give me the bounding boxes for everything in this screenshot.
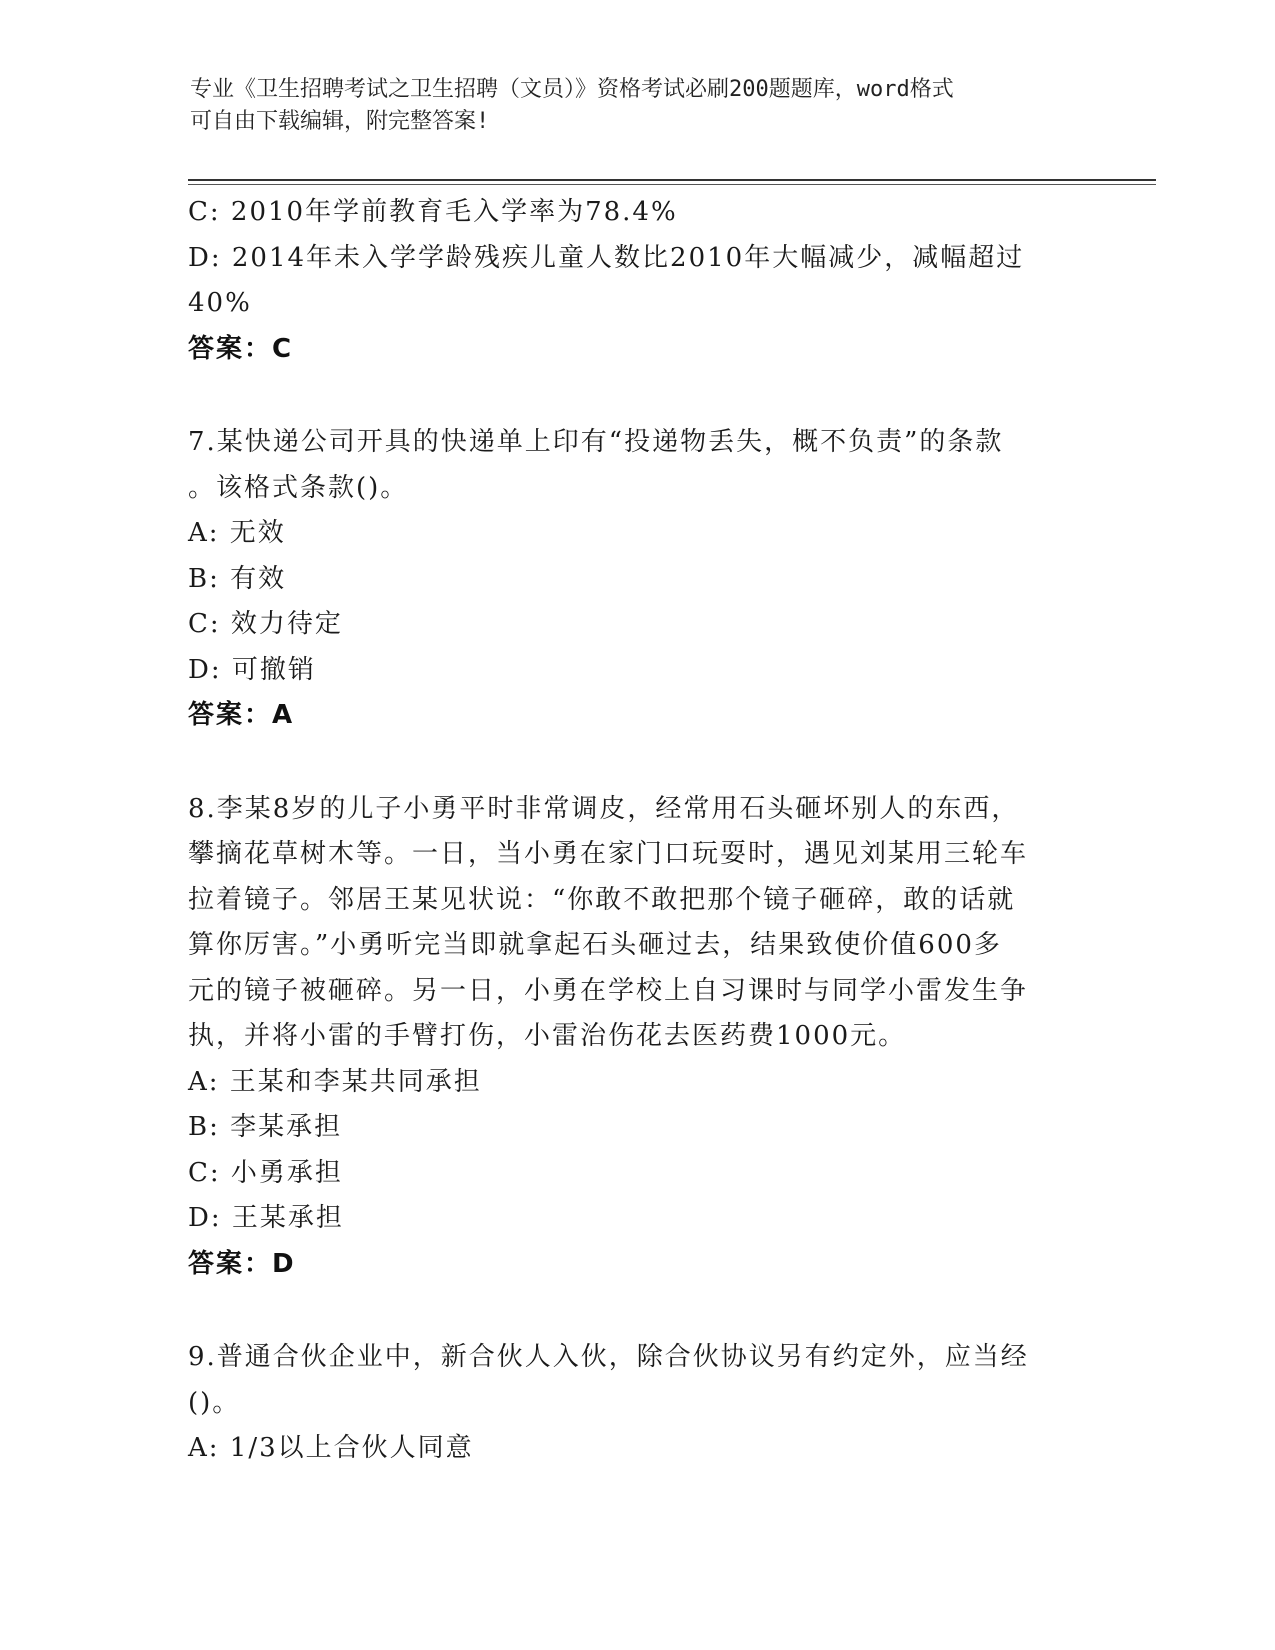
header-divider-thin [188,184,1156,185]
question-stem-continued: 算你厉害。”小勇听完当即就拿起石头砸过去，结果致使价值600多 [188,930,1002,960]
option-b: B: 有效 [188,563,287,594]
question-spacer [188,372,1088,420]
answer-line: 答案：D [188,1248,296,1279]
question-6-block [188,190,1088,372]
header-title-line-1: 专业《卫生招聘考试之卫生招聘（文员）》资格考试必刷200题题库，word格式 [190,77,954,102]
header-divider-thick [188,179,1156,181]
option-c: C: 2010年学前教育毛入学率为78.4% [188,197,678,227]
question-7-block [188,420,1088,739]
option-a: A: 1/3以上合伙人同意 [188,1433,474,1463]
option-d: D: 可撤销 [188,654,316,685]
option-d: D: 2014年未入学学龄残疾儿童人数比2010年大幅减少，减幅超过 [188,242,1025,273]
option-d: D: 王某承担 [188,1203,344,1233]
question-stem-continued: 攀摘花草树木等。一日，当小勇在家门口玩耍时，遇见刘某用三轮车 [188,839,1029,869]
answer-line: 答案：A [188,700,295,730]
document-body [188,190,1088,1472]
option-a: A: 王某和李某共同承担 [188,1066,482,1097]
option-c: C: 效力待定 [188,609,343,639]
question-stem: 9.普通合伙企业中，新合伙人入伙，除合伙协议另有约定外，应当经 [188,1342,1029,1372]
question-stem-continued: 元的镜子被砸碎。另一日，小勇在学校上自习课时与同学小雷发生争 [188,975,1029,1006]
question-spacer [188,1287,1088,1335]
option-c: C: 小勇承担 [188,1157,343,1188]
answer-line: 答案：C [188,333,294,364]
question-8-block [188,787,1088,1288]
option-a: A: 无效 [188,518,286,548]
option-b: B: 李某承担 [188,1112,343,1142]
header-title-line-2: 可自由下载编辑，附完整答案! [190,109,490,134]
question-stem-continued: 拉着镜子。邻居王某见状说：“你敢不敢把那个镜子砸碎，敢的话就 [188,884,1016,915]
page-header [190,74,1090,138]
question-stem-continued: ()。 [188,1387,241,1418]
option-d-continued: 40% [188,288,252,318]
question-spacer [188,739,1088,787]
question-9-block [188,1335,1088,1472]
question-stem: 8.李某8岁的儿子小勇平时非常调皮，经常用石头砸坏别人的东西， [188,793,1020,824]
question-stem-continued: 。该格式条款()。 [188,472,409,503]
question-stem-continued: 执，并将小雷的手臂打伤，小雷治伤花去医药费1000元。 [188,1021,907,1051]
question-stem: 7.某快递公司开具的快递单上印有“投递物丢失，概不负责”的条款 [188,427,1004,457]
